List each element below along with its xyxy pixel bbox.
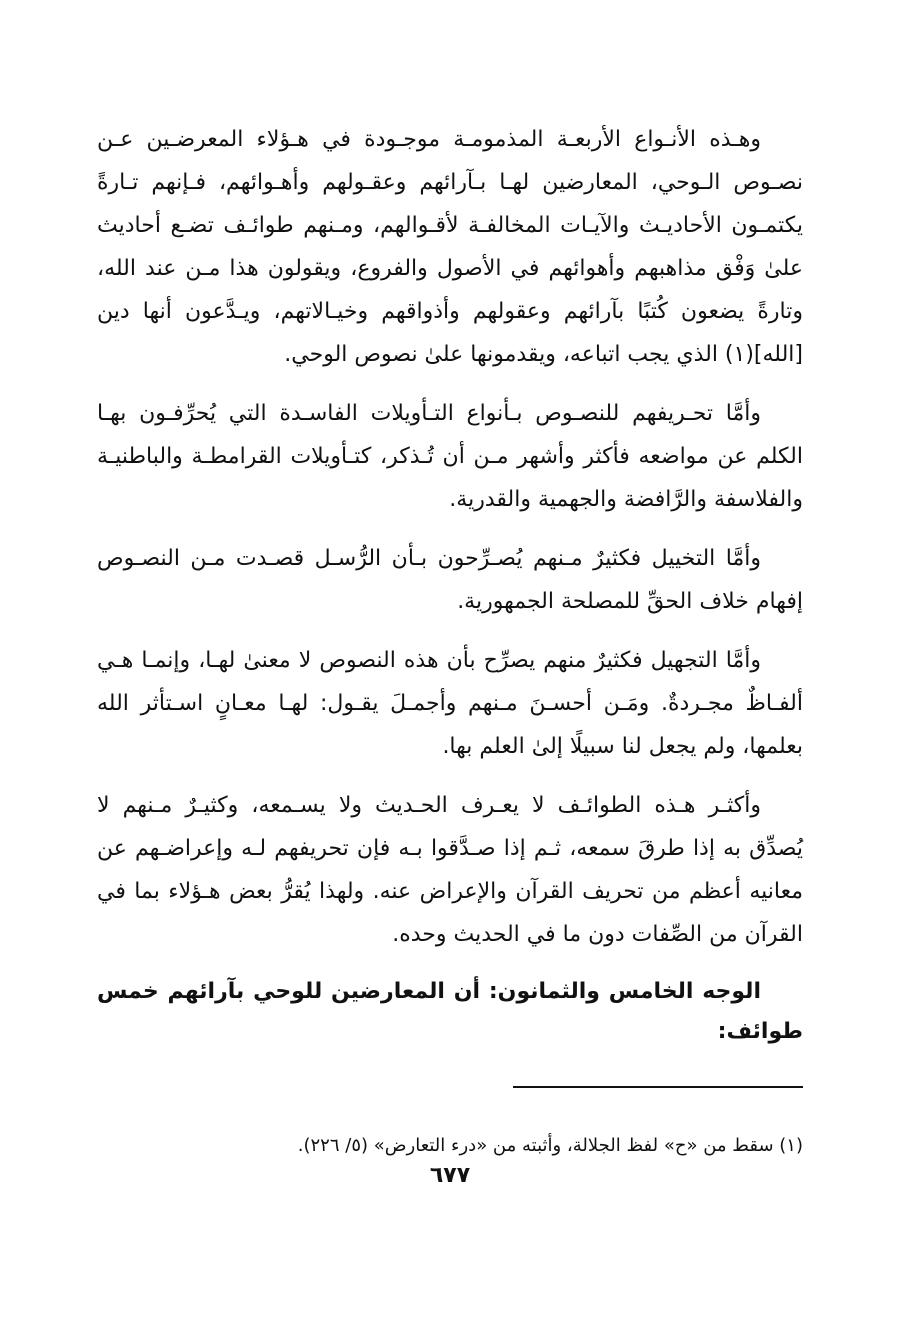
body-paragraph-2: وأمَّا تحـريفهم للنصـوص بـأنواع التـأويلات الفاسـدة التي يُحرِّفـون بهـا الكلم عن مواضعه فأكثر وأشهر مـن أن تُـذكر، كتـأويلات القرامطـة والباطنيـة والفلاسفة والرَّافضة والجهمية والقدرية. <box>97 401 803 512</box>
section-heading: الوجه الخامس والثمانون: أن المعارضين للوحي بآرائهم خمس طوائف: <box>97 979 803 1044</box>
page-number: ٦٧٧ <box>429 1163 471 1188</box>
book-page <box>97 118 803 1298</box>
footnote: (١) سقط من «ح» لفظ الجلالة، وأثبته من «درء التعارض» (٥/ ٢٢٦). <box>297 1135 803 1156</box>
body-paragraph-5: وأكثـر هـذه الطوائـف لا يعـرف الحـديث ولا يسـمعه، وكثيـرٌ مـنهم لا يُصدِّق به إذا طرقَ سمعه، ثـم إذا صـدَّقوا بـه فإن تحريفهم لـه وإعراضـهم عن معانيه أعظم من تحريف القرآن والإعراض عنه. ولهذا يُقرُّ بعض هـؤلاء بما في القرآن من الصِّفات دون ما في الحديث وحده. <box>97 793 803 947</box>
body-paragraph-3: وأمَّا التخييل فكثيرٌ مـنهم يُصـرِّحون بـأن الرُّسـل قصـدت مـن النصـوص إفهام خلاف الحقِّ للمصلحة الجمهورية. <box>97 546 803 614</box>
footnote-divider <box>513 1086 803 1088</box>
body-paragraph-1: وهـذه الأنـواع الأربعـة المذمومـة موجـودة في هـؤلاء المعرضـين عـن نصـوص الـوحي، المعارضين لهـا بـآرائهم وعقـولهم وأهـوائهم، فـإنهم تـارةً يكتمـون الأحاديـث والآيـات المخالفـة لأقـوالهم، ومـنهم طوائـف تضـع أحاديث علىٰ وَفْق مذاهبهم وأهوائهم في الأصول والفروع، ويقولون هذا مـن عند الله، وتارةً يضعون كُتبًا بآرائهم وعقولهم وأذواقهم وخيـالاتهم، ويـدَّعون أنها دين [الله](١) الذي يجب اتباعه، ويقدمونها علىٰ نصوص الوحي. <box>97 127 803 367</box>
body-paragraph-4: وأمَّا التجهيل فكثيرٌ منهم يصرِّح بأن هذه النصوص لا معنىٰ لهـا، وإنمـا هـي ألفـاظٌ مجـردةٌ. ومَـن أحسـنَ مـنهم وأجمـلَ يقـول: لهـا معـانٍ اسـتأثر الله بعلمها، ولم يجعل لنا سبيلًا إلىٰ العلم بها. <box>97 648 803 759</box>
